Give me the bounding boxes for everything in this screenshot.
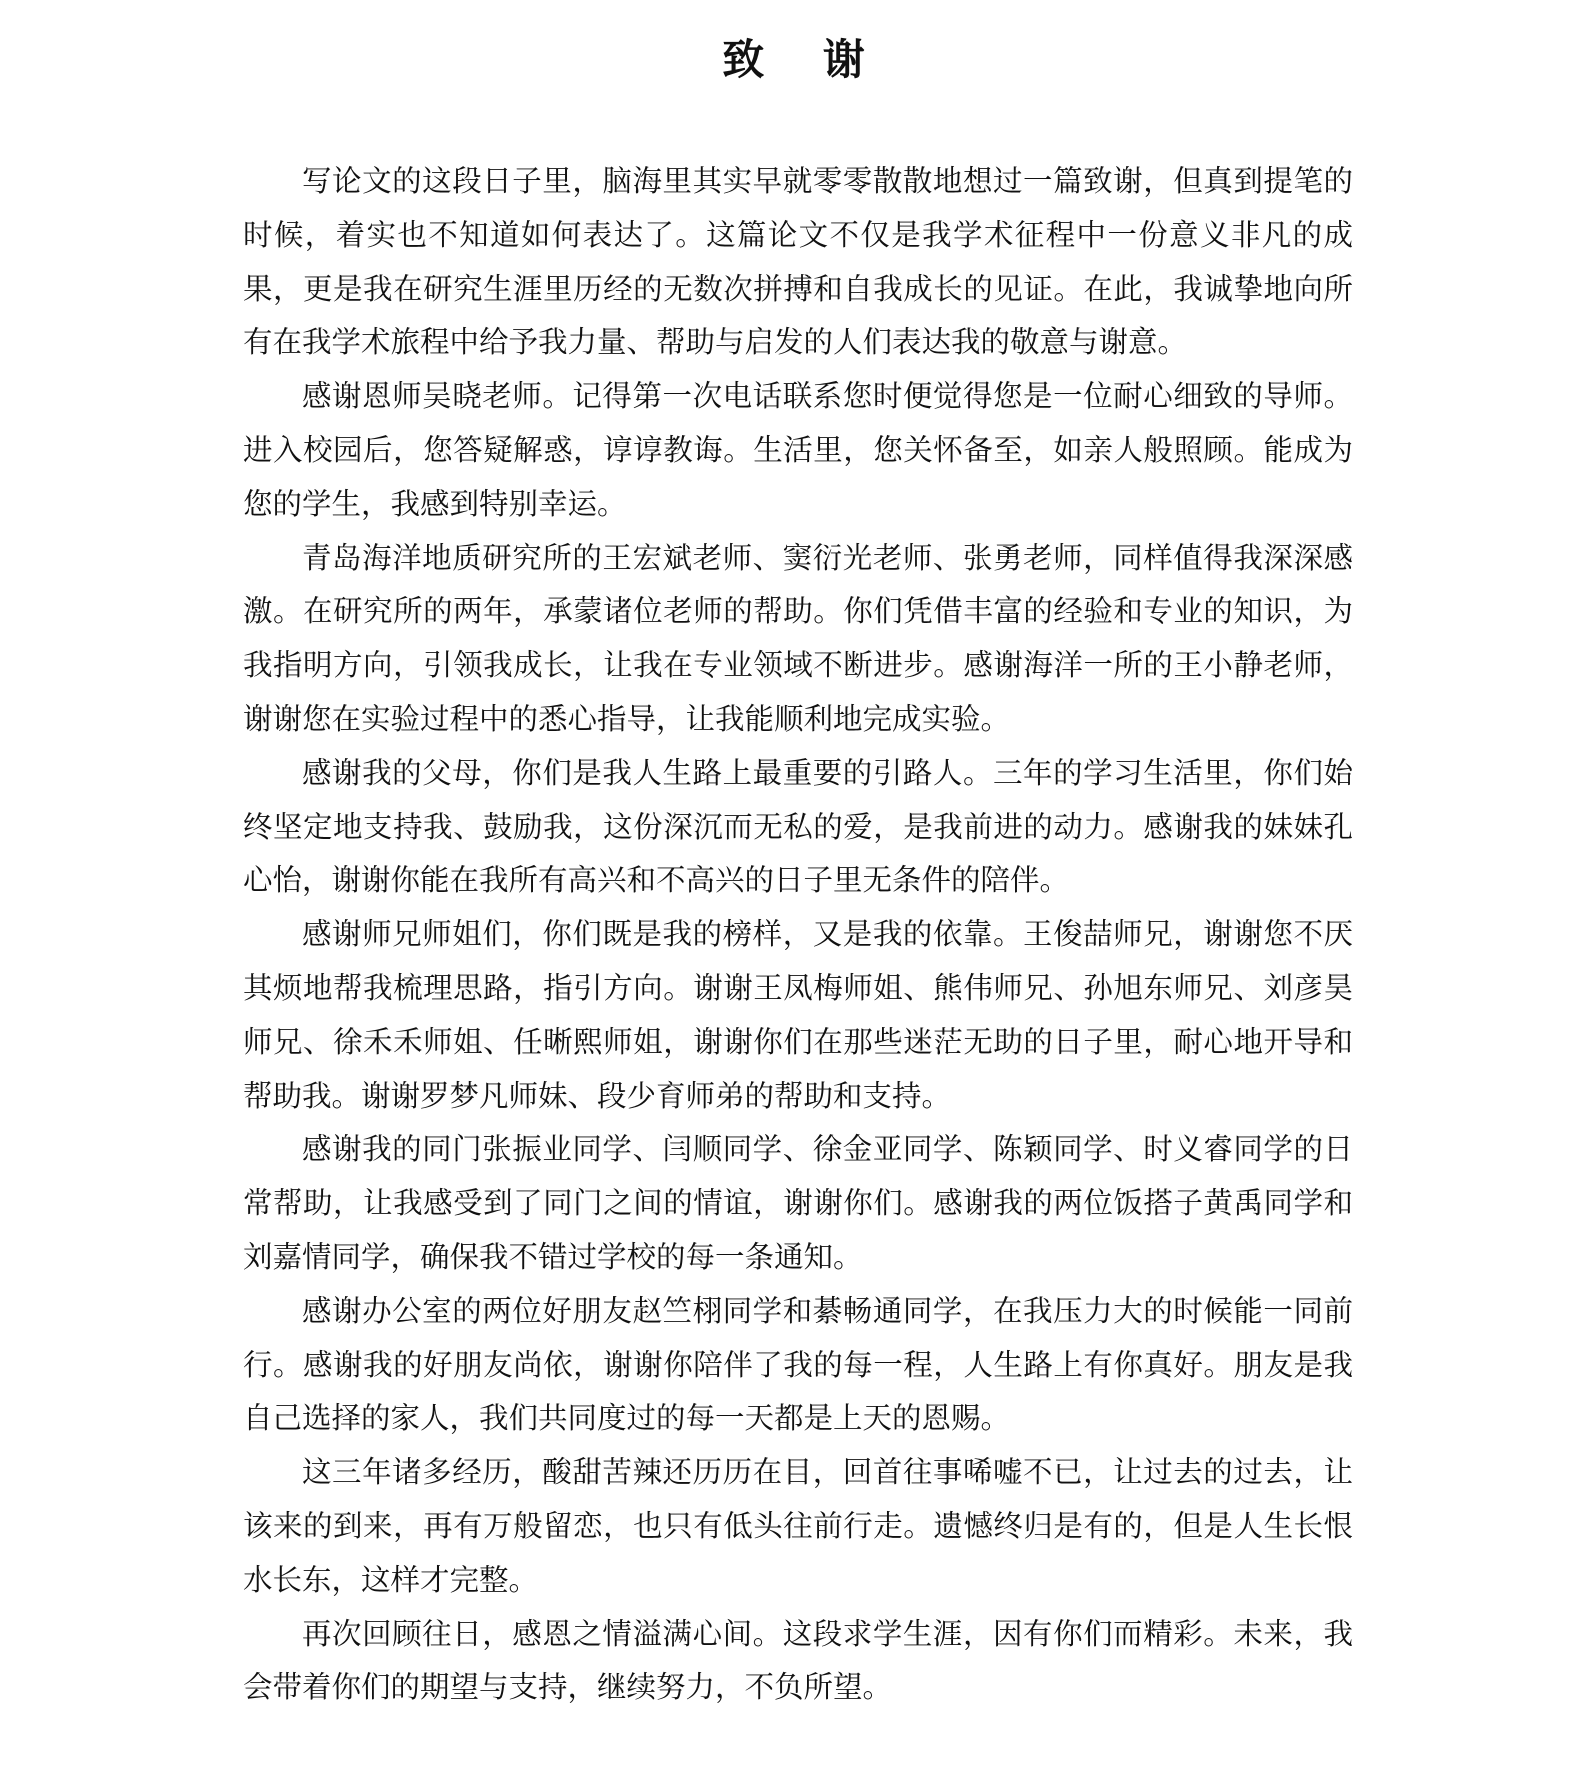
paragraph-classmates-thanks: 感谢我的同门张振业同学、闫顺同学、徐金亚同学、陈颖同学、时义睿同学的日常帮助，让我感受到了同门之间的情谊，谢谢你们。感谢我的两位饭搭子黄禹同学和刘嘉情同学，确保我不错过学校的每一条通知。: [243, 1132, 1353, 1274]
paragraph-three-years-reflection: 这三年诸多经历，酸甜苦辣还历历在目，回首往事唏嘘不已，让过去的过去，让该来的到来，再有万般留恋，也只有低头往前行走。遗憾终归是有的，但是人生长恨水长东，这样才完整。: [243, 1455, 1353, 1597]
paragraph-family-thanks: 感谢我的父母，你们是我人生路上最重要的引路人。三年的学习生活里，你们始终坚定地支持我、鼓励我，这份深沉而无私的爱，是我前进的动力。感谢我的妹妹孔心怡，谢谢你能在我所有高兴和不高兴的日子里无条件的陪伴。: [243, 755, 1353, 898]
paragraph-writing-reflection: 写论文的这段日子里，脑海里其实早就零零散散地想过一篇致谢，但真到提笔的时候，着实也不知道如何表达了。这篇论文不仅是我学术征程中一份意义非凡的成果，更是我在研究生涯里历经的无数次拼搏和自我成长的见证。在此，我诚挚地向所有在我学术旅程中给予我力量、帮助与启发的人们表达我的敬意与谢意。: [243, 164, 1353, 360]
acknowledgements-body: [243, 155, 1353, 1715]
paragraph-advisor-thanks: 感谢恩师吴晓老师。记得第一次电话联系您时便觉得您是一位耐心细致的导师。进入校园后，您答疑解惑，谆谆教诲。生活里，您关怀备至，如亲人般照顾。能成为您的学生，我感到特别幸运。: [243, 379, 1353, 521]
paragraph-closing: 再次回顾往日，感恩之情溢满心间。这段求学生涯，因有你们而精彩。未来，我会带着你们的期望与支持，继续努力，不负所望。: [243, 1616, 1353, 1705]
paragraph-institute-teachers-thanks: 青岛海洋地质研究所的王宏斌老师、窦衍光老师、张勇老师，同样值得我深深感激。在研究所的两年，承蒙诸位老师的帮助。你们凭借丰富的经验和专业的知识，为我指明方向，引领我成长，让我在专业领域不断进步。感谢海洋一所的王小静老师，谢谢您在实验过程中的悉心指导，让我能顺利地完成实验。: [243, 540, 1353, 736]
paragraph-senior-students-thanks: 感谢师兄师姐们，你们既是我的榜样，又是我的依靠。王俊喆师兄，谢谢您不厌其烦地帮我梳理思路，指引方向。谢谢王凤梅师姐、熊伟师兄、孙旭东师兄、刘彦昊师兄、徐禾禾师姐、任晰熙师姐，谢谢你们在那些迷茫无助的日子里，耐心地开导和帮助我。谢谢罗梦凡师妹、段少育师弟的帮助和支持。: [243, 917, 1353, 1113]
page-title: 致 谢: [722, 35, 865, 84]
paragraph-friends-thanks: 感谢办公室的两位好朋友赵竺栩同学和綦畅通同学，在我压力大的时候能一同前行。感谢我的好朋友尚依，谢谢你陪伴了我的每一程，人生路上有你真好。朋友是我自己选择的家人，我们共同度过的每一天都是上天的恩赐。: [243, 1293, 1353, 1436]
